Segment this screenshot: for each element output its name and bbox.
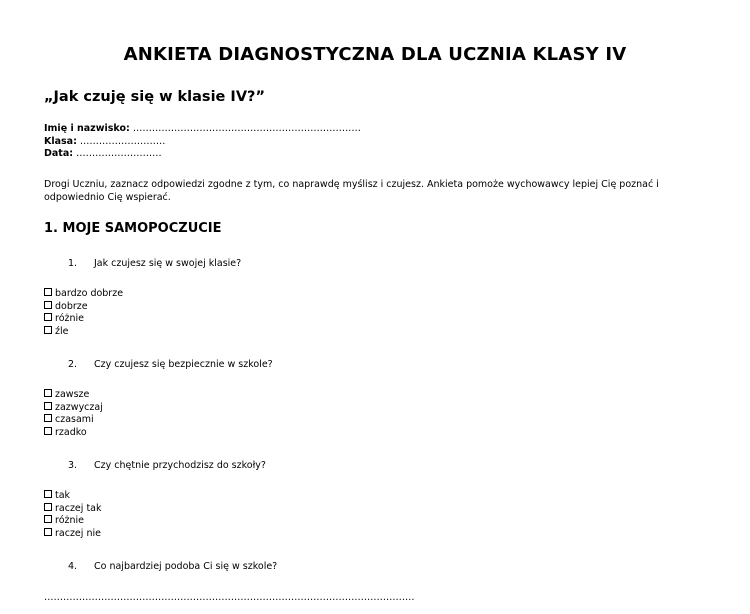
question-number: 2. [68, 359, 78, 370]
option-label: źle [55, 326, 69, 338]
date-label: Data: [44, 148, 74, 159]
option-item[interactable] [44, 528, 102, 541]
option-item[interactable] [44, 515, 102, 528]
option-item[interactable] [44, 288, 123, 301]
checkbox-icon[interactable] [44, 288, 52, 296]
question-3 [68, 460, 266, 472]
option-label: zawsze [55, 389, 90, 400]
question-3-options [44, 490, 102, 541]
checkbox-icon[interactable] [44, 414, 52, 422]
checkbox-icon[interactable] [44, 490, 52, 498]
option-label: dobrze [55, 300, 88, 312]
question-number: 4. [68, 561, 78, 572]
question-text: Czy chętnie przychodzisz do szkoły? [94, 460, 266, 471]
date-value[interactable]: ……………………… [73, 148, 162, 159]
option-item[interactable] [44, 326, 123, 339]
document-title: ANKIETA DIAGNOSTYCZNA DLA UCZNIA KLASY IV [123, 44, 627, 65]
class-value[interactable]: ……………………… [76, 135, 166, 147]
answer-line[interactable]: ……………………………………………………………………………………………………… [44, 592, 415, 603]
option-label: rzadko [55, 427, 87, 439]
option-label: bardzo dobrze [55, 288, 124, 299]
question-text: Co najbardziej podoba Ci się w szkole? [94, 561, 278, 572]
checkbox-icon[interactable] [44, 301, 52, 309]
checkbox-icon[interactable] [44, 427, 52, 435]
checkbox-icon[interactable] [44, 313, 52, 321]
name-value[interactable]: ……………………………………………………………… [129, 123, 361, 134]
question-1-options [44, 288, 123, 339]
option-label: różnie [55, 313, 85, 325]
option-label: tak [55, 490, 71, 501]
question-2-options [44, 389, 103, 440]
checkbox-icon[interactable] [44, 389, 52, 397]
option-label: czasami [55, 414, 94, 426]
class-label: Klasa: [44, 135, 77, 147]
option-item[interactable] [44, 402, 103, 415]
question-1 [68, 258, 241, 270]
checkbox-icon[interactable] [44, 326, 52, 334]
checkbox-icon[interactable] [44, 528, 52, 536]
question-number: 1. [68, 258, 78, 269]
option-item[interactable] [44, 503, 102, 516]
option-label: różnie [55, 515, 85, 527]
option-label: raczej tak [55, 502, 102, 514]
date-field[interactable] [44, 148, 361, 161]
option-item[interactable] [44, 313, 123, 326]
document-subtitle: „Jak czuję się w klasie IV?” [44, 89, 265, 105]
checkbox-icon[interactable] [44, 402, 52, 410]
option-item[interactable] [44, 301, 123, 314]
option-label: zazwyczaj [55, 401, 103, 413]
intro-text: Drogi Uczniu, zaznacz odpowiedzi zgodne z tym, co naprawdę myślisz i czujesz. Ankieta pomoże wychowawcy lepiej Cię poznać i odpowiednio Cię wspierać. [44, 179, 659, 203]
option-label: raczej nie [55, 528, 101, 540]
question-4 [68, 561, 277, 573]
name-field[interactable] [44, 123, 361, 136]
option-item[interactable] [44, 490, 102, 503]
question-2 [68, 359, 273, 371]
option-item[interactable] [44, 427, 103, 440]
class-field[interactable] [44, 136, 361, 149]
question-text: Jak czujesz się w swojej klasie? [94, 258, 242, 269]
question-text: Czy czujesz się bezpiecznie w szkole? [94, 359, 273, 370]
option-item[interactable] [44, 389, 103, 402]
checkbox-icon[interactable] [44, 515, 52, 523]
checkbox-icon[interactable] [44, 503, 52, 511]
section-title: 1. MOJE SAMOPOCZUCIE [44, 221, 222, 236]
option-item[interactable] [44, 414, 103, 427]
name-label: Imię i nazwisko: [44, 123, 130, 134]
question-number: 3. [68, 460, 78, 471]
student-info-block [44, 123, 361, 161]
